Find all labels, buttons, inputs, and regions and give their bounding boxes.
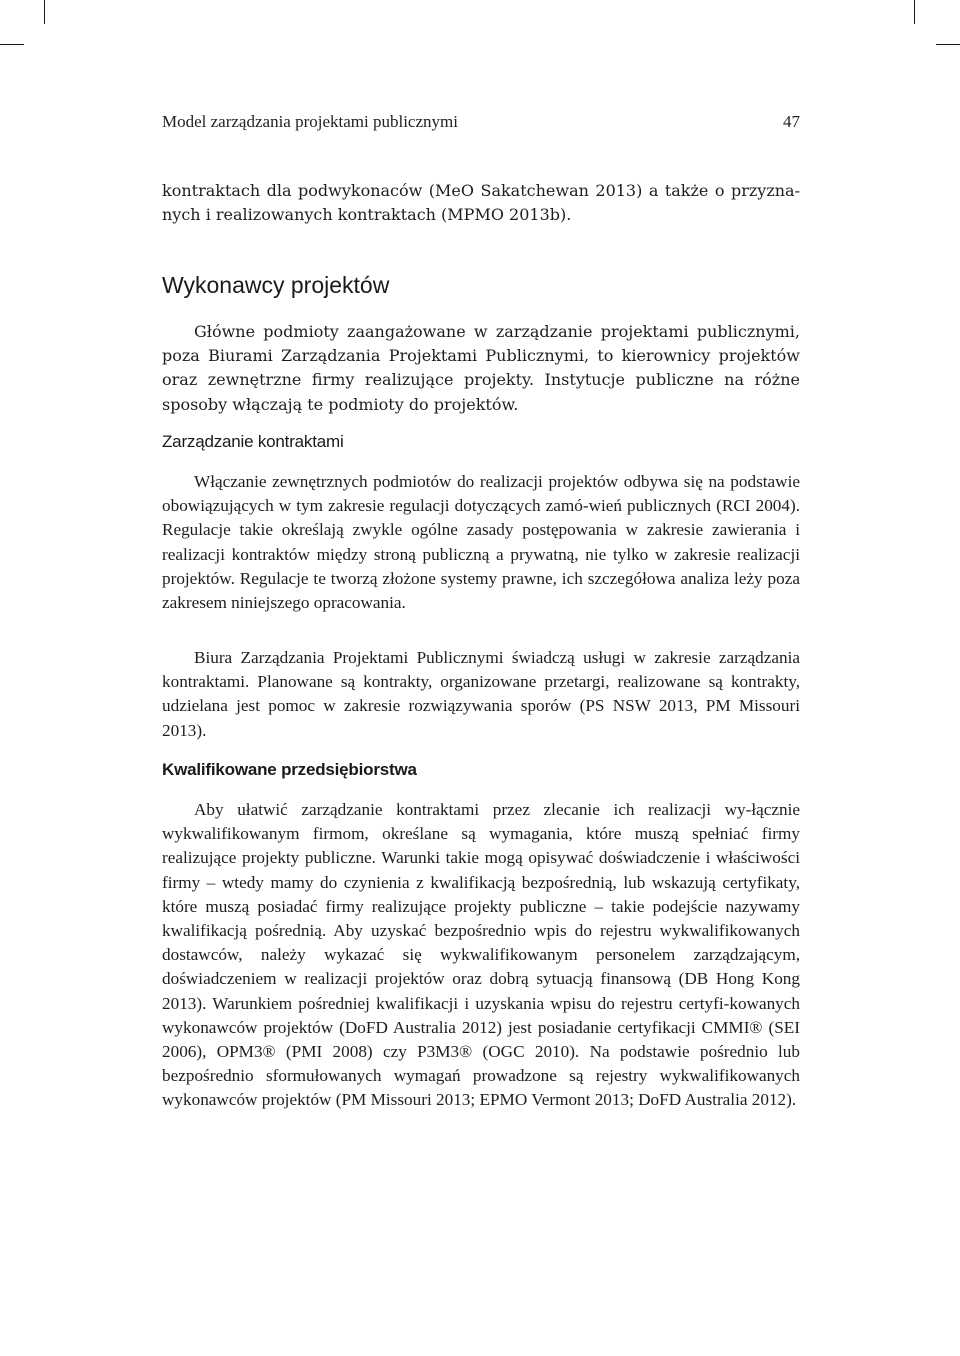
running-head	[162, 112, 800, 132]
crop-mark	[936, 44, 960, 45]
section2-paragraph-1: Włączanie zewnętrznych podmiotów do realizacji projektów odbywa się na podstawie obowiązujących w tym zakresie regulacji dotyczących zamó-wień publicznych (RCI 2004). Regulacje takie określają zwykle ogólne zasady postępowania w zakresie zawierania i realizacji kontraktów między stroną publiczną a prywatną, nie tylko w zakresie realizacji projektów. Regulacje te tworzą złożone systemy prawne, ich szczegółowa analiza leży poza zakresem niniejszego opracowania.	[162, 472, 800, 613]
running-title: Model zarządzania projektami publicznymi	[162, 112, 458, 131]
crop-mark	[0, 44, 24, 45]
subheading-kwalifikowane-przedsiebiorstwa: Kwalifikowane przedsiębiorstwa	[162, 760, 417, 779]
subheading-zarzadzanie-kontraktami: Zarządzanie kontraktami	[162, 432, 344, 451]
section3-paragraph: Aby ułatwić zarządzanie kontraktami przez zlecanie ich realizacji wy-łącznie wykwalifikowanym firmom, określane są wymagania, które muszą spełniać firmy realizujące projekty publiczne. Warunki takie mogą opisywać doświadczenie i właściwości firmy – wtedy mamy do czynienia z kwalifikacją bezpośrednią, lub wskazują certyfikaty, które muszą posiadać firmy realizujące projekty publiczne – takie podejście nazywamy kwalifikacją pośrednią. Aby uzyskać bezpośrednio wpis do rejestru wykwalifikowanych dostawców, należy wykazać się wykwalifikowanym personelem zarządzającym, doświadczeniem w realizacji projektów oraz dobrą sytuacją finansową (DB Hong Kong 2013). Warunkiem pośredniej kwalifikacji i uzyskania wpisu do rejestru certyfi-kowanych wykonawców projektów (DoFD Australia 2012) jest posiadanie certyfikacji CMMI® (SEI 2006), OPM3® (PMI 2008) czy P3M3® (OGC 2010). Na podstawie pośrednio lub bezpośrednio sformułowanych wymagań prowadzone są rejestry wykwalifikowanych wykonawców projektów (PM Missouri 2013; EPMO Vermont 2013; DoFD Australia 2012).	[162, 800, 800, 1110]
section2-paragraph-2: Biura Zarządzania Projektami Publicznymi świadczą usługi w zakresie zarządzania kontraktami. Planowane są kontrakty, organizowane przetargi, realizowane są kontrakty, udzielana jest pomoc w zakresie rozwiązywania sporów (PS NSW 2013, PM Missouri 2013).	[162, 648, 800, 740]
crop-mark	[914, 0, 915, 24]
page-number: 47	[783, 112, 800, 131]
intro-paragraph: kontraktach dla podwykonaców (MeO Sakatchewan 2013) a także o przyzna-nych i realizowanych kontraktach (MPMO 2013b).	[162, 181, 800, 225]
crop-mark	[44, 0, 45, 24]
section1-paragraph: Główne podmioty zaangażowane w zarządzanie projektami publicznymi, poza Biurami Zarządzania Projektami Publicznymi, to kierownicy projektów oraz zewnętrzne firmy realizujące projekty. Instytucje publiczne na różne sposoby włączają te podmioty do projektów.	[162, 322, 800, 414]
section-heading-wykonawcy: Wykonawcy projektów	[162, 272, 390, 298]
